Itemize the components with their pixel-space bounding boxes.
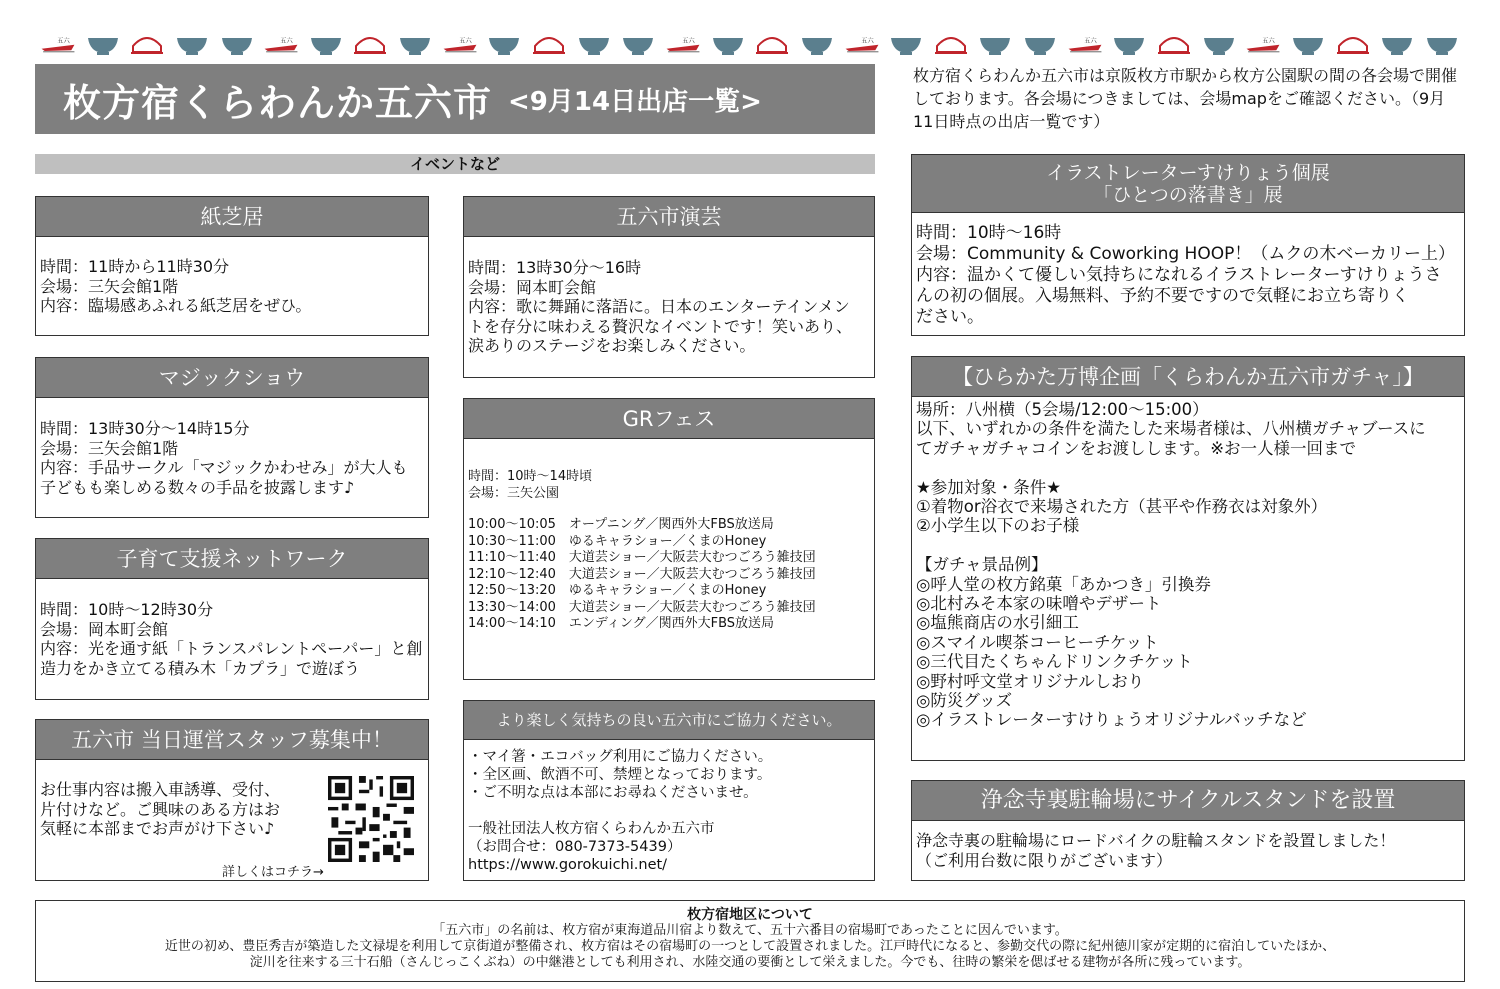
schedule-row: 13:30～14:00 大道芸ショー／大阪芸大むつごろう雑技団 xyxy=(468,599,816,615)
info-line: ・ご不明な点は本部にお尋ねくださいませ。 xyxy=(468,785,758,801)
gacha-title: 【ひらかた万博企画「くらわんか五六市ガチャ」】 xyxy=(912,357,1464,397)
gacha-body xyxy=(912,397,1464,730)
info-line: 時間：13時30分～16時 xyxy=(468,258,642,277)
info-line: 内容：光を通す紙「トランスパレントペーパー」と創 xyxy=(40,639,423,658)
district-info-line: 近世の初め、豊臣秀吉が築造した文禄堤を利用して京街道が整備され、枚方宿はその宿場町の一つとして設置されました。江戸時代になると、参勤交代の際に紀州徳川家が定期的に宿泊していたほか、 xyxy=(164,939,1336,954)
info-line: 場所：八州横（5会場/12:00～15:00） xyxy=(916,400,1209,419)
info-line: 会場：Community & Coworking HOOP！（ムクの木ベーカリー上） xyxy=(916,244,1456,264)
organizer-name: 一般社団法人枚方宿くらわんか五六市 xyxy=(468,821,715,837)
kosodate-title: 子育て支援ネットワーク xyxy=(36,539,428,579)
bowl-icon xyxy=(799,32,835,56)
gr-fes-body xyxy=(464,439,874,633)
info-line: 浄念寺裏の駐輪場にロードバイクの駐輪スタンドを設置しました！ xyxy=(916,831,1396,850)
qr-code-icon[interactable] xyxy=(328,776,414,862)
manners-box xyxy=(463,700,875,881)
info-line: 会場：三矢会館1階 xyxy=(40,438,179,458)
bowl-icon xyxy=(977,32,1013,56)
prize-item: ◎北村みそ本家の味噌やデザート xyxy=(916,594,1162,614)
svg-text:五六: 五六 xyxy=(458,37,472,45)
schedule-row: 12:50～13:20 ゆるキャラショー／くまのHoney xyxy=(468,583,767,598)
schedule-row: 11:10～11:40 大道芸ショー／大阪芸大むつごろう雑技団 xyxy=(468,550,816,565)
gr-fes-title: GRフェス xyxy=(464,399,874,439)
schedule-row: 10:30～11:00 ゆるキャラショー／くまのHoney xyxy=(468,533,767,549)
bowl-outline-icon xyxy=(1156,32,1192,56)
boat-icon xyxy=(263,32,299,56)
district-info-line: 「五六市」の名前は、枚方宿が東海道品川宿より数えて、五十六番目の宿場町であったことに因んでいます。 xyxy=(432,923,1068,938)
info-line: ①着物or浴衣で来場された方（甚平や作務衣は対象外） xyxy=(916,497,1328,517)
info-line: んの初の個展。入場無料、予約不要ですので気軽にお立ち寄りく xyxy=(916,286,1409,306)
boat-icon xyxy=(844,32,880,56)
bowl-icon xyxy=(620,32,656,56)
bowl-icon xyxy=(888,32,924,56)
bowl-icon xyxy=(219,32,255,56)
bowl-outline-icon xyxy=(933,32,969,56)
info-line: 【ガチャ景品例】 xyxy=(916,555,1048,575)
prize-item: ◎野村呼文堂オリジナルしおり xyxy=(916,671,1145,691)
svg-text:五六: 五六 xyxy=(1083,37,1097,45)
website-link[interactable]: https://www.gorokuichi.net/ xyxy=(468,857,668,873)
bowl-outline-icon xyxy=(352,32,388,56)
bowl-icon xyxy=(486,32,522,56)
page-title: 枚方宿くらわんか五六市 xyxy=(63,80,493,125)
prize-item: ◎三代目たくちゃんドリンクチケット xyxy=(916,652,1193,672)
page-subtitle: <9月14日出店一覧> xyxy=(508,86,762,117)
illustrator-body xyxy=(912,213,1464,328)
info-line: 内容：手品サークル「マジックかわせみ」が大人も xyxy=(40,458,408,477)
info-line: 時間：10時～16時 xyxy=(916,223,1062,243)
magic-show-box xyxy=(35,357,429,518)
prize-item: ◎スマイル喫茶コーヒーチケット xyxy=(916,632,1159,652)
engei-box xyxy=(463,196,875,378)
boat-icon xyxy=(1067,32,1103,56)
kamishibai-body xyxy=(36,237,428,316)
info-line: 以下、いずれかの条件を満たした来場者様は、八州横ガチャブースに xyxy=(916,419,1426,439)
bowl-outline-icon xyxy=(1335,32,1371,56)
gr-fes-box xyxy=(463,398,875,680)
boat-icon xyxy=(442,32,478,56)
info-line: ・マイ箸・エコバッグ利用にご協力ください。 xyxy=(468,749,773,765)
schedule-row: 10:00～10:05 オープニング／関西外大FBS放送局 xyxy=(468,517,774,532)
district-info-box xyxy=(35,900,1465,982)
kosodate-box xyxy=(35,538,429,700)
district-info-title: 枚方宿地区について xyxy=(687,907,813,923)
manners-title: より楽しく気持ちの良い五六市にご協力ください。 xyxy=(464,701,874,740)
bowl-icon xyxy=(397,32,433,56)
bowl-icon xyxy=(1424,32,1460,56)
events-section-bar: イベントなど xyxy=(35,154,875,174)
prize-item: ◎呼人堂の枚方銘菓「あかつき」引換券 xyxy=(916,574,1211,594)
info-line: 子どもも楽しめる数々の手品を披露します♪ xyxy=(40,477,355,497)
info-line: ★参加対象・条件★ xyxy=(916,477,1062,497)
manners-body xyxy=(464,740,874,874)
info-line: お仕事内容は搬入車誘導、受付、 xyxy=(40,780,281,799)
info-line: ださい。 xyxy=(916,307,984,327)
info-line: ・全区画、飲酒不可、禁煙となっております。 xyxy=(468,767,772,783)
title-banner xyxy=(35,64,875,134)
cycle-stand-title: 浄念寺裏駐輪場にサイクルスタンドを設置 xyxy=(912,781,1464,821)
kosodate-body xyxy=(36,579,428,678)
info-line: 内容：温かくて優しい気持ちになれるイラストレーターすけりょうさ xyxy=(916,265,1442,285)
intro-text: 枚方宿くらわんか五六市は京阪枚方市駅から枚方公園駅の間の各会場で開催しております。各会場につきましては、会場mapをご確認ください。（9月11日時点の出店一覧です） xyxy=(913,66,1458,131)
bowl-icon xyxy=(1290,32,1326,56)
cycle-stand-body xyxy=(912,821,1464,870)
bowl-icon xyxy=(576,32,612,56)
cycle-stand-box xyxy=(911,780,1465,881)
info-line: 内容：臨場感あふれる紙芝居をぜひ。 xyxy=(40,296,312,315)
illustrator-title xyxy=(912,155,1464,213)
prize-item: ◎イラストレーターすけりょうオリジナルバッチなど xyxy=(916,710,1307,730)
engei-title: 五六市演芸 xyxy=(464,197,874,237)
info-line: 時間：11時から11時30分 xyxy=(40,257,230,276)
blank-line xyxy=(916,536,1460,555)
info-line: 時間：13時30分～14時15分 xyxy=(40,419,250,438)
info-line: 会場：岡本町会館 xyxy=(40,619,169,639)
magic-show-title: マジックショウ xyxy=(36,358,428,398)
magic-show-body xyxy=(36,398,428,497)
svg-text:五六: 五六 xyxy=(1262,37,1276,45)
info-line: 会場：三矢公園 xyxy=(468,485,560,501)
illustrator-box xyxy=(911,154,1465,336)
info-line: 会場：三矢会館1階 xyxy=(40,276,179,296)
prize-item: ◎防災グッズ xyxy=(916,691,1013,711)
kamishibai-box xyxy=(35,196,429,336)
svg-text:五六: 五六 xyxy=(860,37,874,45)
bowl-icon xyxy=(1022,32,1058,56)
svg-text:五六: 五六 xyxy=(682,37,695,45)
staff-recruit-box xyxy=(35,719,429,881)
schedule-row: 14:00～14:10 エンディング／関西外大FBS放送局 xyxy=(468,616,775,631)
staff-recruit-title: 五六市 当日運営スタッフ募集中！ xyxy=(36,720,428,760)
info-line: 気軽に本部までお声がけ下さい♪ xyxy=(40,819,275,838)
illustrator-title-line: イラストレーターすけりょう個展 xyxy=(1046,162,1330,184)
bowl-outline-icon xyxy=(129,32,165,56)
info-line: （ご利用台数に限りがございます） xyxy=(916,850,1173,870)
info-line: 内容：歌に舞踊に落語に。日本のエンターテインメン xyxy=(468,297,850,316)
info-line: 時間：10時～14時頃 xyxy=(468,469,593,484)
boat-icon xyxy=(1245,32,1281,56)
boat-icon xyxy=(665,32,701,56)
gacha-box xyxy=(911,356,1465,761)
district-info-line: 淀川を往来する三十石船（さんじっこくぶね）の中継港としても利用され、水陸交通の要衝として栄えました。今でも、往時の繁栄を偲ばせる建物が各所に残っています。 xyxy=(249,955,1251,970)
bowl-icon xyxy=(308,32,344,56)
illustrator-title-line: 「ひとつの落書き」展 xyxy=(1093,184,1283,206)
svg-text:五六: 五六 xyxy=(280,37,293,45)
bowl-icon xyxy=(1379,32,1415,56)
info-line: 会場：岡本町会館 xyxy=(468,277,597,297)
info-line: 片付けなど。ご興味のある方はお xyxy=(40,799,281,819)
info-line: ②小学生以下のお子様 xyxy=(916,516,1080,536)
info-line: てガチャガチャコインをお渡しします。※お一人様一回まで xyxy=(916,438,1357,458)
decorative-bowl-strip xyxy=(40,26,1460,56)
bowl-icon xyxy=(1201,32,1237,56)
kamishibai-title: 紙芝居 xyxy=(36,197,428,237)
info-line: トを存分に味わえる贅沢なイベントです！笑いあり、 xyxy=(468,316,853,336)
bowl-outline-icon xyxy=(754,32,790,56)
more-info-link[interactable]: 詳しくはコチラ→ xyxy=(222,865,324,880)
bowl-icon xyxy=(1111,32,1147,56)
svg-text:五六: 五六 xyxy=(57,37,70,45)
bowl-icon xyxy=(85,32,121,56)
info-line: 時間：10時～12時30分 xyxy=(40,600,214,619)
blank-line xyxy=(916,458,1460,477)
prize-item: ◎塩熊商店の水引細工 xyxy=(916,613,1079,633)
info-line: 涙ありのステージをお楽しみください。 xyxy=(468,336,756,355)
engei-body xyxy=(464,237,874,356)
info-line: 造力をかき立てる積み木「カプラ」で遊ぼう xyxy=(40,658,361,678)
schedule-row: 12:10～12:40 大道芸ショー／大阪芸大むつごろう雑技団 xyxy=(468,566,816,582)
bowl-icon xyxy=(710,32,746,56)
contact-phone: （お問合せ：080-7373-5439） xyxy=(468,839,682,855)
bowl-outline-icon xyxy=(531,32,567,56)
bowl-icon xyxy=(174,32,210,56)
boat-icon xyxy=(40,32,76,56)
